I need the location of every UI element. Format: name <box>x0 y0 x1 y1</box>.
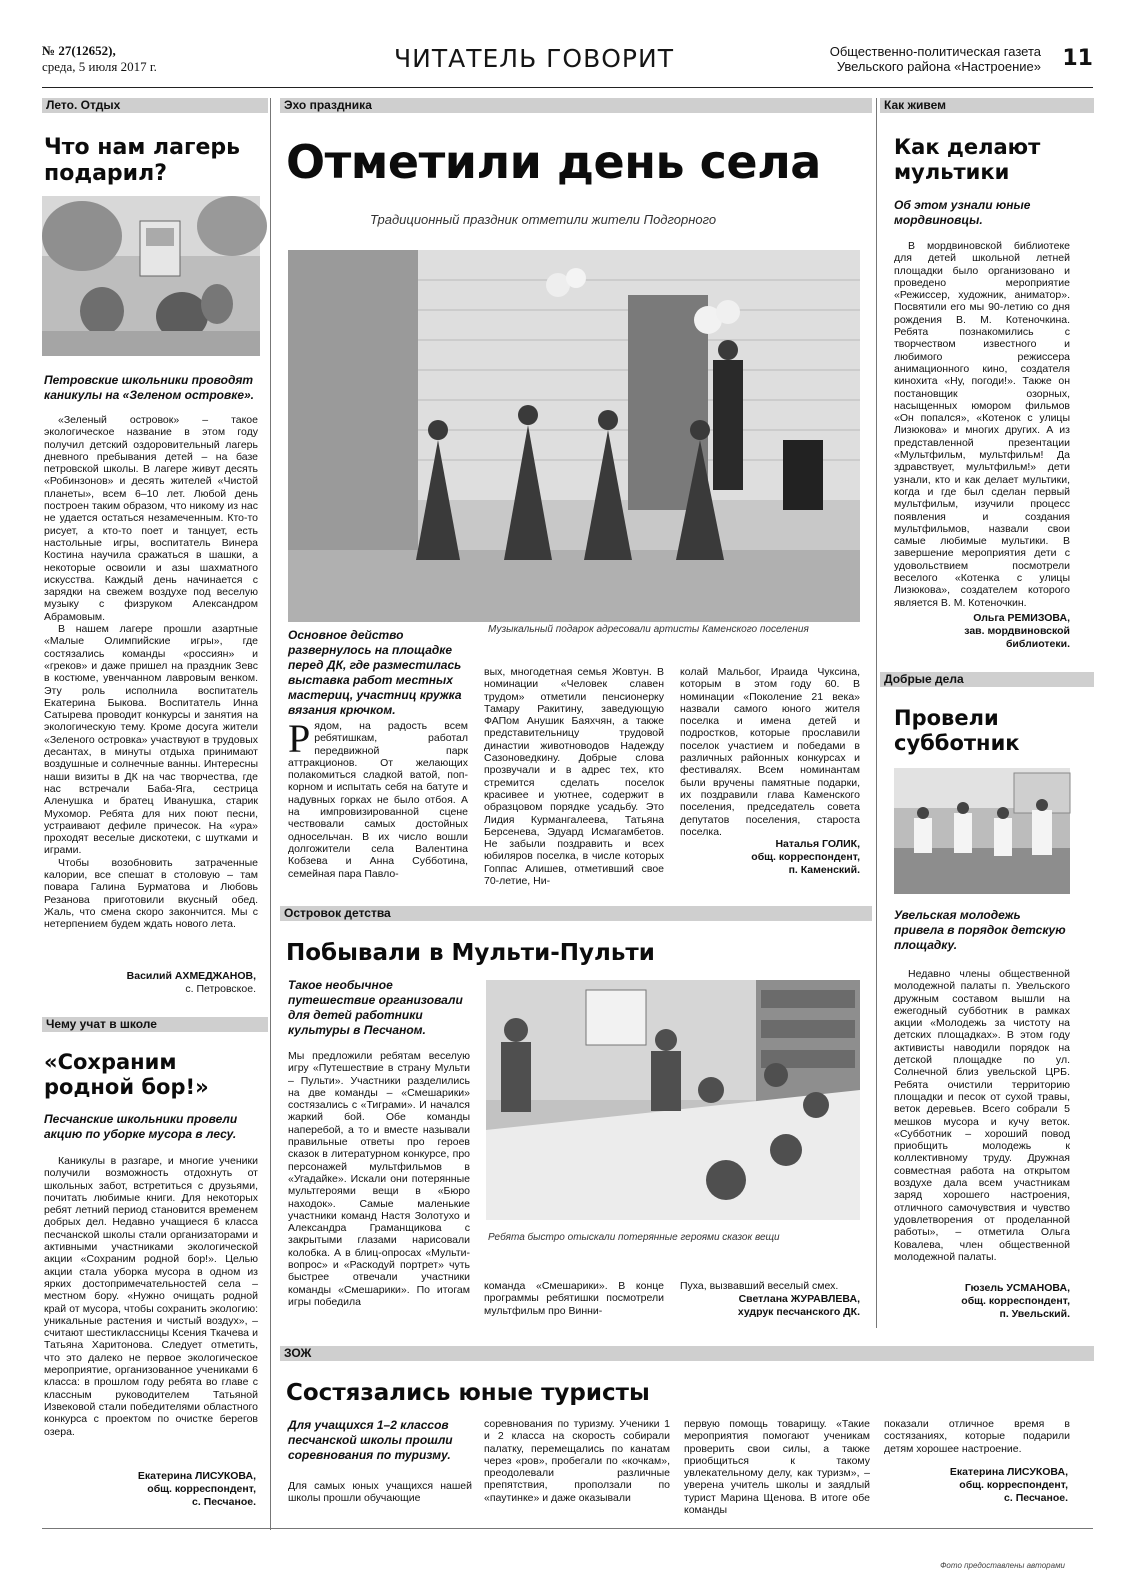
rubric-cartoons: Как живем <box>880 98 1094 113</box>
camp-place: с. Петровское. <box>185 983 256 995</box>
multi-lead: Такое необычное путешествие организовали для детей работники культуры в Песчаном. <box>288 978 463 1037</box>
forest-author: Екатерина ЛИСУКОВА, <box>137 1470 256 1482</box>
paper-name <box>830 44 1041 74</box>
cleanup-role: общ. корреспондент, <box>961 1295 1070 1307</box>
multi-headline: Побывали в Мульти-Пульти <box>286 940 655 966</box>
multi-signature <box>680 1293 860 1319</box>
paper-name-line2: Увельского района «Настроение» <box>836 59 1041 74</box>
multi-author: Светлана ЖУРАВЛЕВА, <box>738 1293 860 1305</box>
rubric-multi: Островок детства <box>280 906 872 921</box>
camp-signature <box>44 970 256 996</box>
tourists-headline: Состязались юные туристы <box>286 1380 650 1406</box>
tourists-place: с. Песчаное. <box>1004 1492 1068 1504</box>
forest-place: с. Песчаное. <box>192 1496 256 1508</box>
column-rule-right <box>876 98 877 1328</box>
camp-paragraph: В нашем лагере прошли азартные «Малые Олимпийские игры», где состязались команды «россиян» и «греков» и даже пришел на праздник Зевс в костюме, увенчанном лавровым венком. Эту роль исполнила воспитатель Екатерина Быкова. Воспитатель Инна Сатырева проводит конкурсы и занятия на экологическую тему. Кроме досуга жители «Зеленого островка» участвуют в трудовых десантах, в минуты отдыха принимают воздушные и солнечные ванны. Интересны наши визиты в ДК на час творчества, где нас встречали Баба-Яга, сестрица Аленушка и братец Иванушка, старик Мухомор. Ребята для них поют песни, устраивают дефиле причесок. На «ура» проходят веселые дискотеки, с шутками и играми. <box>44 623 258 857</box>
forest-body <box>44 1155 258 1465</box>
cleanup-photo <box>894 768 1070 894</box>
cartoons-place: библиотеки. <box>1005 638 1070 650</box>
bottom-rule <box>42 1528 1093 1529</box>
issue-number: № 27(12652), <box>42 43 116 58</box>
tourists-col2: соревнования по туризму. Ученики 1 и 2 класса на скорость собирали палатку, перемещались по канатам через «ров», пробегали по «кочкам», преодолевали различные препятствия, проползали по «паутинке» и даже оказывали <box>484 1418 670 1504</box>
village-role: общ. корреспондент, <box>751 851 860 863</box>
tourists-lead: Для учащихся 1–2 классов песчанской школы прошли соревнования по туризму. <box>288 1418 453 1462</box>
multi-col3: Пуха, вызвавший веселый смех. <box>680 1280 839 1292</box>
paper-name-line1: Общественно-политическая газета <box>829 44 1041 59</box>
forest-paragraph: Каникулы в разгаре, и многие ученики получили возможность отдохнуть от школьных забот, встретиться с друзьями, почитать любимые книги. Для некоторых ребят летний период становится временем добрых дел. Недавно учащиеся 6 класса песчанской школы стали организаторами и активными участниками экологической акции «Сохраним родной бор!». Целью акции стала уборка мусора в одном из ярких достопримечательностей села – местном бору. «Нужно очищать родной край от мусора, чтобы сохранить экологию: уникальные растения и чистый воздух», – считают шестиклассницы Ксения Ткачева и Татьяна Харитонова. Следует отметить, что это далеко не первое экологическое мероприятие, организованное учениками 6 класса: в прошлом году ребята во главе с классным руководителем Татьяной Извековой стали победителями областного конкурса с проектом по очистке берегов озера. <box>44 1155 258 1438</box>
section-title: ЧИТАТЕЛЬ ГОВОРИТ <box>394 44 674 73</box>
village-col1-text: ядом, на радость всем ребятишкам, работал передвижной парк аттракционов. От желающих полакомиться сладкой ватой, поп-корном и испытать себя на батуте и надувных горках не было отбоя. А на импровизированной сцене чествовали самых достойных односельчан. В их число вошли долгожители села Валентина Кобзева и Анна Субботина, семейная пара Павло- <box>288 720 468 880</box>
village-caption: Музыкальный подарок адресовали артисты Каменского поселения <box>488 624 809 635</box>
cartoons-lead: Об этом узнали юные мордвиновцы. <box>894 198 1031 227</box>
forest-lead: Песчанские школьники провели акцию по уборке мусора в лесу. <box>44 1112 238 1141</box>
rubric-village: Эхо праздника <box>280 98 872 113</box>
cleanup-headline: Провели субботник <box>894 706 1020 755</box>
camp-paragraph: «Зеленый островок» – такое экологическое название в этом году получил детский оздоровительный лагерь дневного пребывания детей – на базе петровской школы. В лагере живут десять «Робинзонов» и десять жителей «Чистой планеты», всем 6–10 лет. Любой день построен таким образом, что никому из нас не удается остаться незамеченным. Кто-то рисует, а кто-то поет и танцует, есть настольные игры, воспитатель Винера Костина научила сражаться в шашки, а некоторые освоили и азы шахматного искусства. Каждый день начинается с зарядки на свежем воздухе под веселую музыку с физруком Александром Абрамовым. <box>44 414 258 623</box>
cartoons-paragraph: В мордвиновской библиотеке для детей школьной летней площадки было организовано и проведено мероприятие «Режиссер, художник, аниматор». Посвятили его мы 90-летию со дня рождения В. М. Котеночкина. Ребята познакомились с творчеством известного и любимого режиссера анимационного кино, создателя кинохита «Ну, погоди!». Также он постановщик озорных, насыщенных юмором фильмов «Он попался», «Котенок с улицы Лизюкова» и многих других. А из представленной презентации «Мультфильм, мультфильм! Да здравствует, мультфильм!» дети узнали, кто и как делает мультики, когда и где был сделан первый мультфильм, изучили процесс появления и создания мультфильмов, назвали свои самые любимые мультики. В завершение мероприятия дети с удовольствием посмотрели веселого «Котенка с улицы Лизюкова», создателем которого является В. М. Котеночкин. <box>894 240 1070 609</box>
camp-body <box>44 414 258 964</box>
village-dropcap: Р <box>288 716 311 761</box>
multi-role: худрук песчанского ДК. <box>737 1306 860 1318</box>
cleanup-author: Гюзель УСМАНОВА, <box>964 1282 1070 1294</box>
rubric-cleanup: Добрые дела <box>880 672 1094 687</box>
page-number: 11 <box>1062 46 1093 71</box>
photo-credit: Фото предоставлены авторами <box>940 1561 1065 1570</box>
cartoons-signature <box>886 612 1070 651</box>
tourists-col3: первую помощь товарищу. «Такие мероприятия помогают ученикам проверить свои силы, а также приобщиться к такому увлекательному делу, как туризм», – уверена учитель школы и заядлый турист Марина Щенова. В итоге обе команды <box>684 1418 870 1517</box>
tourists-role: общ. корреспондент, <box>959 1479 1068 1491</box>
village-author: Наталья ГОЛИК, <box>775 838 860 850</box>
cartoons-body <box>894 240 1070 610</box>
cartoons-headline: Как делают мультики <box>894 135 1041 184</box>
tourists-col4: показали отличное время в состязаниях, которые подарили детям хорошее настроение. <box>884 1418 1070 1455</box>
cleanup-place: п. Увельский. <box>999 1308 1070 1320</box>
multi-photo <box>486 980 860 1220</box>
camp-photo <box>42 196 260 356</box>
camp-headline: Что нам лагерь подарил? <box>44 135 241 186</box>
rubric-forest: Чему учат в школе <box>42 1017 268 1032</box>
camp-lead: Петровские школьники проводят каникулы на «Зеленом островке». <box>44 373 255 402</box>
village-photo <box>288 250 860 622</box>
masthead <box>42 38 1093 88</box>
cartoons-role: зав. мордвиновской <box>964 625 1070 637</box>
cleanup-lead: Увельская молодежь привела в порядок детскую площадку. <box>894 908 1066 952</box>
issue-date: среда, 5 июля 2017 г. <box>42 59 157 74</box>
cartoons-author: Ольга РЕМИЗОВА, <box>973 612 1070 624</box>
tourists-col1: Для самых юных учащихся нашей школы прошли обучающие <box>288 1480 472 1505</box>
village-signature <box>680 838 860 877</box>
camp-paragraph: Чтобы возобновить затраченные калории, все спешат в столовую – там повара Галина Бурматова и Любовь Резанова приготовили вкусный обед. Жаль, что смена скоро закончится. Мы с нетерпением будем ждать нового лета. <box>44 856 258 931</box>
tourists-signature <box>884 1466 1068 1505</box>
multi-photo-image <box>486 980 860 1220</box>
cleanup-photo-image <box>894 768 1070 894</box>
village-headline: Отметили день села <box>286 135 821 189</box>
village-photo-image <box>288 250 860 622</box>
village-place: п. Каменский. <box>788 864 860 876</box>
village-subtitle: Традиционный праздник отметили жители Подгорного <box>370 212 717 227</box>
cleanup-body <box>894 968 1070 1273</box>
forest-headline: «Сохраним родной бор!» <box>44 1050 209 1099</box>
multi-col1: Мы предложили ребятам веселую игру «Путешествие в страну Мульти – Пульти». Участники разделились на две команды – «Смешарики» состязались с «Тиграми». И начался жаркий бой. Обе команды наперебой, а то и вместе называли правильные ответы про героев сказок в литературном конкурсе, про персонажей мультфильмов в «Угадайке». Искали они потерянные мультгероями вещи в «Бюро находок». Самые маленькие участники команд Настя Золотухо и Александра Граманщикова с закрытыми глазами нарисовали колобка. А в блиц-опросах «Мульти-вопрос» и «Раскодуй портрет» чуть быстрее отвечали участники команды «Смешарики». По итогам игры победила <box>288 1050 470 1308</box>
village-lead: Основное действо развернулось на площадке перед ДК, где разместилась выставка работ местных мастериц, участниц кружка вязания крючком. <box>288 628 462 717</box>
multi-caption: Ребята быстро отыскали потерянные героями сказок вещи <box>488 1232 780 1243</box>
camp-author: Василий АХМЕДЖАНОВ, <box>126 970 256 982</box>
village-col1 <box>288 716 468 880</box>
column-rule-left <box>270 98 271 1530</box>
forest-signature <box>44 1470 256 1509</box>
village-col2: вых, многодетная семья Жовтун. В номинации «Человек славен трудом» отметили пенсионерку Тамару Ракитину, заведующую ФАПом Анушик Баяхчян, а также представительницу трудовой династии животноводов Надежду Сазоноведкину. Добрые слова прозвучали и в адрес тех, кто стремится сделать поселок красивее и уютнее, содержит в образцовом порядке усадьбу. Это Лидия Курмангалеева, Татьяна Берсенева, Эдуард Исмагамбетов. Не забыли поздравить и всех юбиляров поселка, в числе которых Гоппас Алишев, отметивший свое 70-летие, Ни- <box>484 666 664 888</box>
multi-col2: команда «Смешарики». В конце программы ребятишки посмотрели мультфильм про Винни- <box>484 1280 664 1317</box>
rubric-camp: Лето. Отдых <box>42 98 268 113</box>
rubric-tourists: ЗОЖ <box>280 1346 1094 1361</box>
forest-role: общ. корреспондент, <box>147 1483 256 1495</box>
cleanup-paragraph: Недавно члены общественной молодежной палаты п. Увельского дружным составом вышли на ежегодный субботник в рамках акции «Молодежь за чистоту на детских площадках». В этом году активисты наводили порядок на детской площадке по ул. Солнечной близ увельской ЦРБ. Ребята очистили территорию площадки и песок от сухой травы, веток деревьев. Всего собрали 5 мешков мусора и кучу веток. «Субботник – хороший повод приобщить молодежь к коллективному труду. Дружная совместная работа на открытом воздухе дала всем участникам заряд хорошего настроения, отличного самочувствия и чувство удовлетворения от проделанной работы», – отметила Ольга Ковалева, член общественной молодежной палаты. <box>894 968 1070 1263</box>
tourists-author: Екатерина ЛИСУКОВА, <box>949 1466 1068 1478</box>
village-col3: колай Мальбог, Ираида Чуксина, которым в этом году 60. В номинации «Поколение 21 века» назвали самого юного жителя поселка и имена детей и подростков, которые прославили поселок участием и победами в различных районных конкурсах и фестивалях. Всем номинантам были вручены памятные подарки, их поздравили глава Каменского поселения, председатель совета депутатов поселения, староста поселка. <box>680 666 860 838</box>
camp-photo-image <box>42 196 260 356</box>
cleanup-signature <box>886 1282 1070 1321</box>
